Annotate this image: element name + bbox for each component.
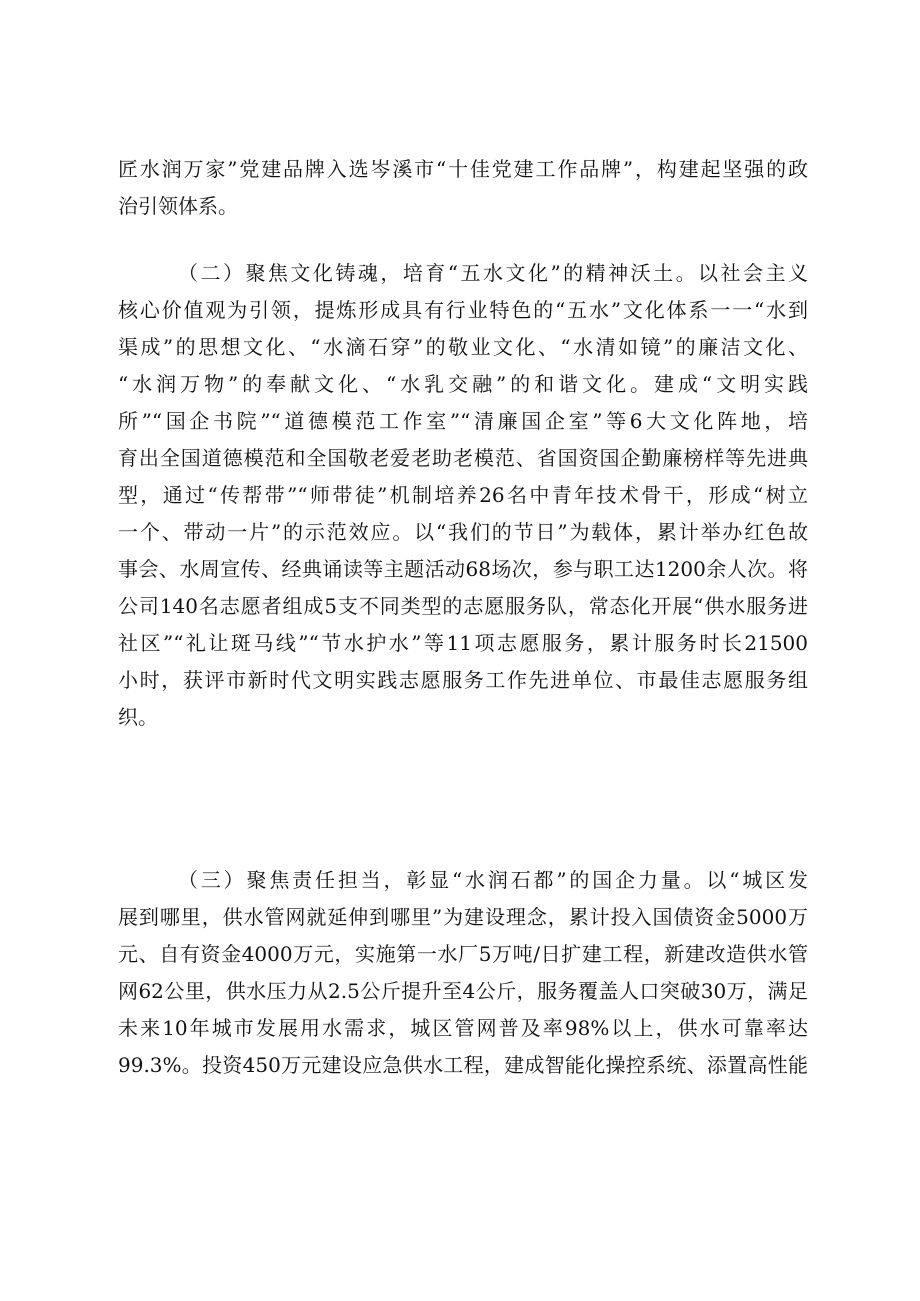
paragraph-2-line-4: “水润万物”的奉献文化、“水乳交融”的和谐文化。建成“文明实践 (118, 372, 808, 396)
paragraph-1 (118, 151, 808, 225)
paragraph-2-line-8: 一个、带动一片”的示范效应。以“我们的节日”为载体，累计举办红色故 (118, 520, 808, 544)
paragraph-3-line-5: 未来10年城市发展用水需求，城区管网普及率98%以上，供水可靠率达 (118, 1016, 808, 1040)
paragraph-2-line-9: 事会、水周宣传、经典诵读等主题活动68场次，参与职工达1200余人次。将 (118, 557, 808, 581)
paragraph-2-line-1: （二）聚焦文化铸魂，培育“五水文化”的精神沃土。以社会主义 (178, 261, 808, 285)
paragraph-3-line-2: 展到哪里，供水管网就延伸到哪里”为建设理念，累计投入国债资金5000万 (118, 905, 808, 929)
paragraph-1-line-2: 治引领体系。 (118, 194, 238, 218)
paragraph-2 (118, 255, 808, 736)
paragraph-1-line-1: 匠水润万家”党建品牌入选岑溪市“十佳党建工作品牌”，构建起坚强的政 (118, 157, 808, 181)
paragraph-3 (118, 862, 808, 1084)
paragraph-2-line-5: 所”“国企书院”“道德模范工作室”“清廉国企室”等6大文化阵地，培 (118, 409, 808, 433)
paragraph-3-line-4: 网62公里，供水压力从2.5公斤提升至4公斤，服务覆盖人口突破30万，满足 (118, 979, 808, 1003)
paragraph-3-line-6: 99.3%。投资450万元建设应急供水工程，建成智能化操控系统、添置高性能 (118, 1053, 808, 1077)
paragraph-2-line-10: 公司140名志愿者组成5支不同类型的志愿服务队，常态化开展“供水服务进 (118, 594, 808, 618)
paragraph-2-line-13: 织。 (118, 705, 158, 729)
paragraph-2-line-3: 渠成”的思想文化、“水滴石穿”的敬业文化、“水清如镜”的廉洁文化、 (118, 335, 808, 359)
paragraph-2-line-2: 核心价值观为引领，提炼形成具有行业特色的“五水”文化体系一一“水到 (118, 298, 808, 322)
paragraph-2-line-6: 育出全国道德模范和全国敬老爱老助老模范、省国资国企勤廉榜样等先进典 (118, 446, 808, 470)
paragraph-2-line-7: 型，通过“传帮带”“师带徒”机制培养26名中青年技术骨干，形成“树立 (118, 483, 808, 507)
paragraph-2-line-11: 社区”“礼让斑马线”“节水护水”等11项志愿服务，累计服务时长21500 (118, 631, 808, 655)
paragraph-3-line-1: （三）聚焦责任担当，彰显“水润石都”的国企力量。以“城区发 (178, 868, 808, 892)
paragraph-3-line-3: 元、自有资金4000万元，实施第一水厂5万吨/日扩建工程，新建改造供水管 (118, 942, 808, 966)
paragraph-2-line-12: 小时，获评市新时代文明实践志愿服务工作先进单位、市最佳志愿服务组 (118, 668, 808, 692)
